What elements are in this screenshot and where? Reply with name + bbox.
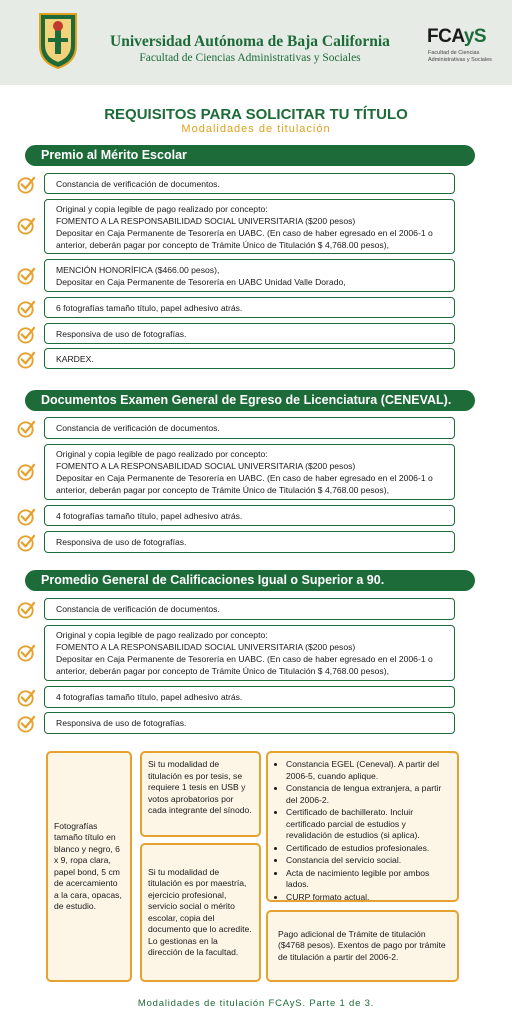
requirement-item	[44, 173, 455, 194]
check-circle-icon	[17, 266, 36, 285]
tesis-note	[140, 751, 261, 837]
requirement-item	[44, 531, 455, 553]
list-item: • Acta de nacimiento legible por ambos lados.	[286, 868, 451, 891]
documents-list-note	[266, 751, 459, 902]
requirement-item	[44, 712, 455, 734]
list-item: • CURP formato actual.	[286, 892, 451, 904]
university-name: Universidad Autónoma de Baja California	[110, 33, 390, 50]
check-circle-icon	[17, 462, 36, 481]
check-circle-icon	[17, 419, 36, 438]
requirement-text: Constancia de verificación de documentos.	[56, 604, 220, 614]
check-circle-icon	[17, 714, 36, 733]
requirement-text: Constancia de verificación de documentos.	[56, 178, 220, 189]
requirement-text: Responsiva de uso de fotografías.	[56, 537, 187, 547]
university-shield-icon	[38, 12, 78, 70]
page-title: REQUISITOS PARA SOLICITAR TU TÍTULO	[104, 106, 408, 123]
check-circle-icon	[17, 643, 36, 662]
check-circle-icon	[17, 216, 36, 235]
fcays-logo-subtitle: Facultad de Ciencias Administrativas y Sociales	[428, 50, 492, 63]
check-circle-icon	[17, 688, 36, 707]
payment-note	[266, 910, 459, 982]
maestria-text: Si tu modalidad de titulación es por maestría, ejercicio profesional, servicio social o mérito escolar, copia del documento que lo acredite. Lo gestionas en la dirección de la facultad.	[148, 866, 252, 957]
photo-specs-note	[46, 751, 132, 982]
requirement-text: Responsiva de uso de fotografías.	[56, 328, 187, 339]
maestria-note	[140, 843, 261, 982]
logo-accent: yS	[463, 26, 487, 47]
faculty-name: Facultad de Ciencias Administrativas y Sociales	[139, 52, 361, 64]
check-circle-icon	[17, 350, 36, 369]
requirement-item	[44, 417, 455, 439]
list-item: • Certificado de estudios profesionales.	[286, 843, 451, 855]
payment-text: Pago adicional de Trámite de titulación ($4768 pesos). Exentos de pago por trámite de titulación a partir del 2006-2.	[278, 928, 446, 962]
check-circle-icon	[17, 507, 36, 526]
section-heading-merito: Premio al Mérito Escolar	[25, 145, 475, 166]
section-heading-ceneval: Documentos Examen General de Egreso de Licenciatura (CENEVAL).	[25, 390, 475, 411]
check-circle-icon	[17, 175, 36, 194]
requirement-text: 6 fotografías tamaño título, papel adhesivo atrás.	[56, 302, 243, 313]
page-subtitle: Modalidades de titulación	[181, 123, 331, 135]
documents-list	[276, 759, 451, 903]
header-band	[0, 0, 512, 85]
requirement-item	[44, 444, 455, 500]
requirement-text: KARDEX.	[56, 353, 94, 364]
requirement-item	[44, 259, 455, 292]
requirement-text: 4 fotografías tamaño título, papel adhesivo atrás.	[56, 510, 243, 521]
check-circle-icon	[17, 299, 36, 318]
requirement-text: MENCIÓN HONORÍFICA ($466.00 pesos), Depositar en Caja Permanente de Tesorería en UABC Unidad Valle Dorado,	[56, 264, 346, 287]
requirement-text: 4 fotografías tamaño título, papel adhesivo atrás.	[56, 692, 243, 702]
requirement-item	[44, 297, 455, 318]
check-circle-icon	[17, 533, 36, 552]
check-circle-icon	[17, 325, 36, 344]
list-item: • Constancia de lengua extranjera, a partir del 2006-2.	[286, 783, 451, 806]
requirement-text: Original y copia legible de pago realizado por concepto: FOMENTO A LA RESPONSABILIDAD SOCIAL UNIVERSITARIA ($200 pesos) Depositar en Caja Permanente de Tesorería en UABC. (En caso de haber egresado en el 2006-1 o anterior, deberán pagar por concepto de Trámite Único de Titulación $ 4,768.00 pesos),	[56, 449, 433, 495]
photo-specs-text: Fotografías tamaño título en blanco y negro, 6 x 9, ropa clara, papel bond, 5 cm de acercamiento a la cara, opacas, de estudio.	[54, 820, 122, 911]
requirement-item	[44, 598, 455, 620]
requirement-text: Original y copia legible de pago realizado por concepto: FOMENTO A LA RESPONSABILIDAD SOCIAL UNIVERSITARIA ($200 pesos) Depositar en Caja Permanente de Tesorería en UABC. (En caso de haber egresado en el 2006-1 o anterior, deberán pagar por concepto de Trámite Único de Titulación $ 4,768.00 pesos),	[56, 203, 433, 250]
logo-main: FCA	[427, 26, 464, 47]
requirement-item	[44, 686, 455, 708]
requirement-item	[44, 348, 455, 369]
list-item: • Constancia EGEL (Ceneval). A partir del 2006-5, cuando aplique.	[286, 759, 451, 782]
fcays-logo	[427, 26, 486, 48]
check-circle-icon	[17, 600, 36, 619]
requirement-item	[44, 323, 455, 344]
requirement-text: Responsiva de uso de fotografías.	[56, 718, 187, 728]
requirement-item	[44, 199, 455, 254]
tesis-text: Si tu modalidad de titulación es por tesis, se requiere 1 tesis en USB y votos aprobatorios por cada integrante del sínodo.	[148, 759, 252, 815]
footer-text: Modalidades de titulación FCAyS. Parte 1 de 3.	[137, 998, 375, 1009]
list-item: • Constancia del servicio social.	[286, 855, 451, 867]
list-item: • Certificado de bachillerato. Incluir certificado parcial de estudios y revalidación de estudios (si aplica).	[286, 807, 451, 842]
requirement-text: Constancia de verificación de documentos.	[56, 423, 220, 433]
requirement-item	[44, 625, 455, 681]
section-heading-promedio: Promedio General de Calificaciones Igual o Superior a 90.	[25, 570, 475, 591]
requirement-text: Original y copia legible de pago realizado por concepto: FOMENTO A LA RESPONSABILIDAD SOCIAL UNIVERSITARIA ($200 pesos) Depositar en Caja Permanente de Tesorería en UABC. (En caso de haber egresado en el 2006-1 o anterior, deberán pagar por concepto de Trámite Único de Titulación $ 4,768.00 pesos),	[56, 630, 433, 676]
requirement-item	[44, 505, 455, 526]
